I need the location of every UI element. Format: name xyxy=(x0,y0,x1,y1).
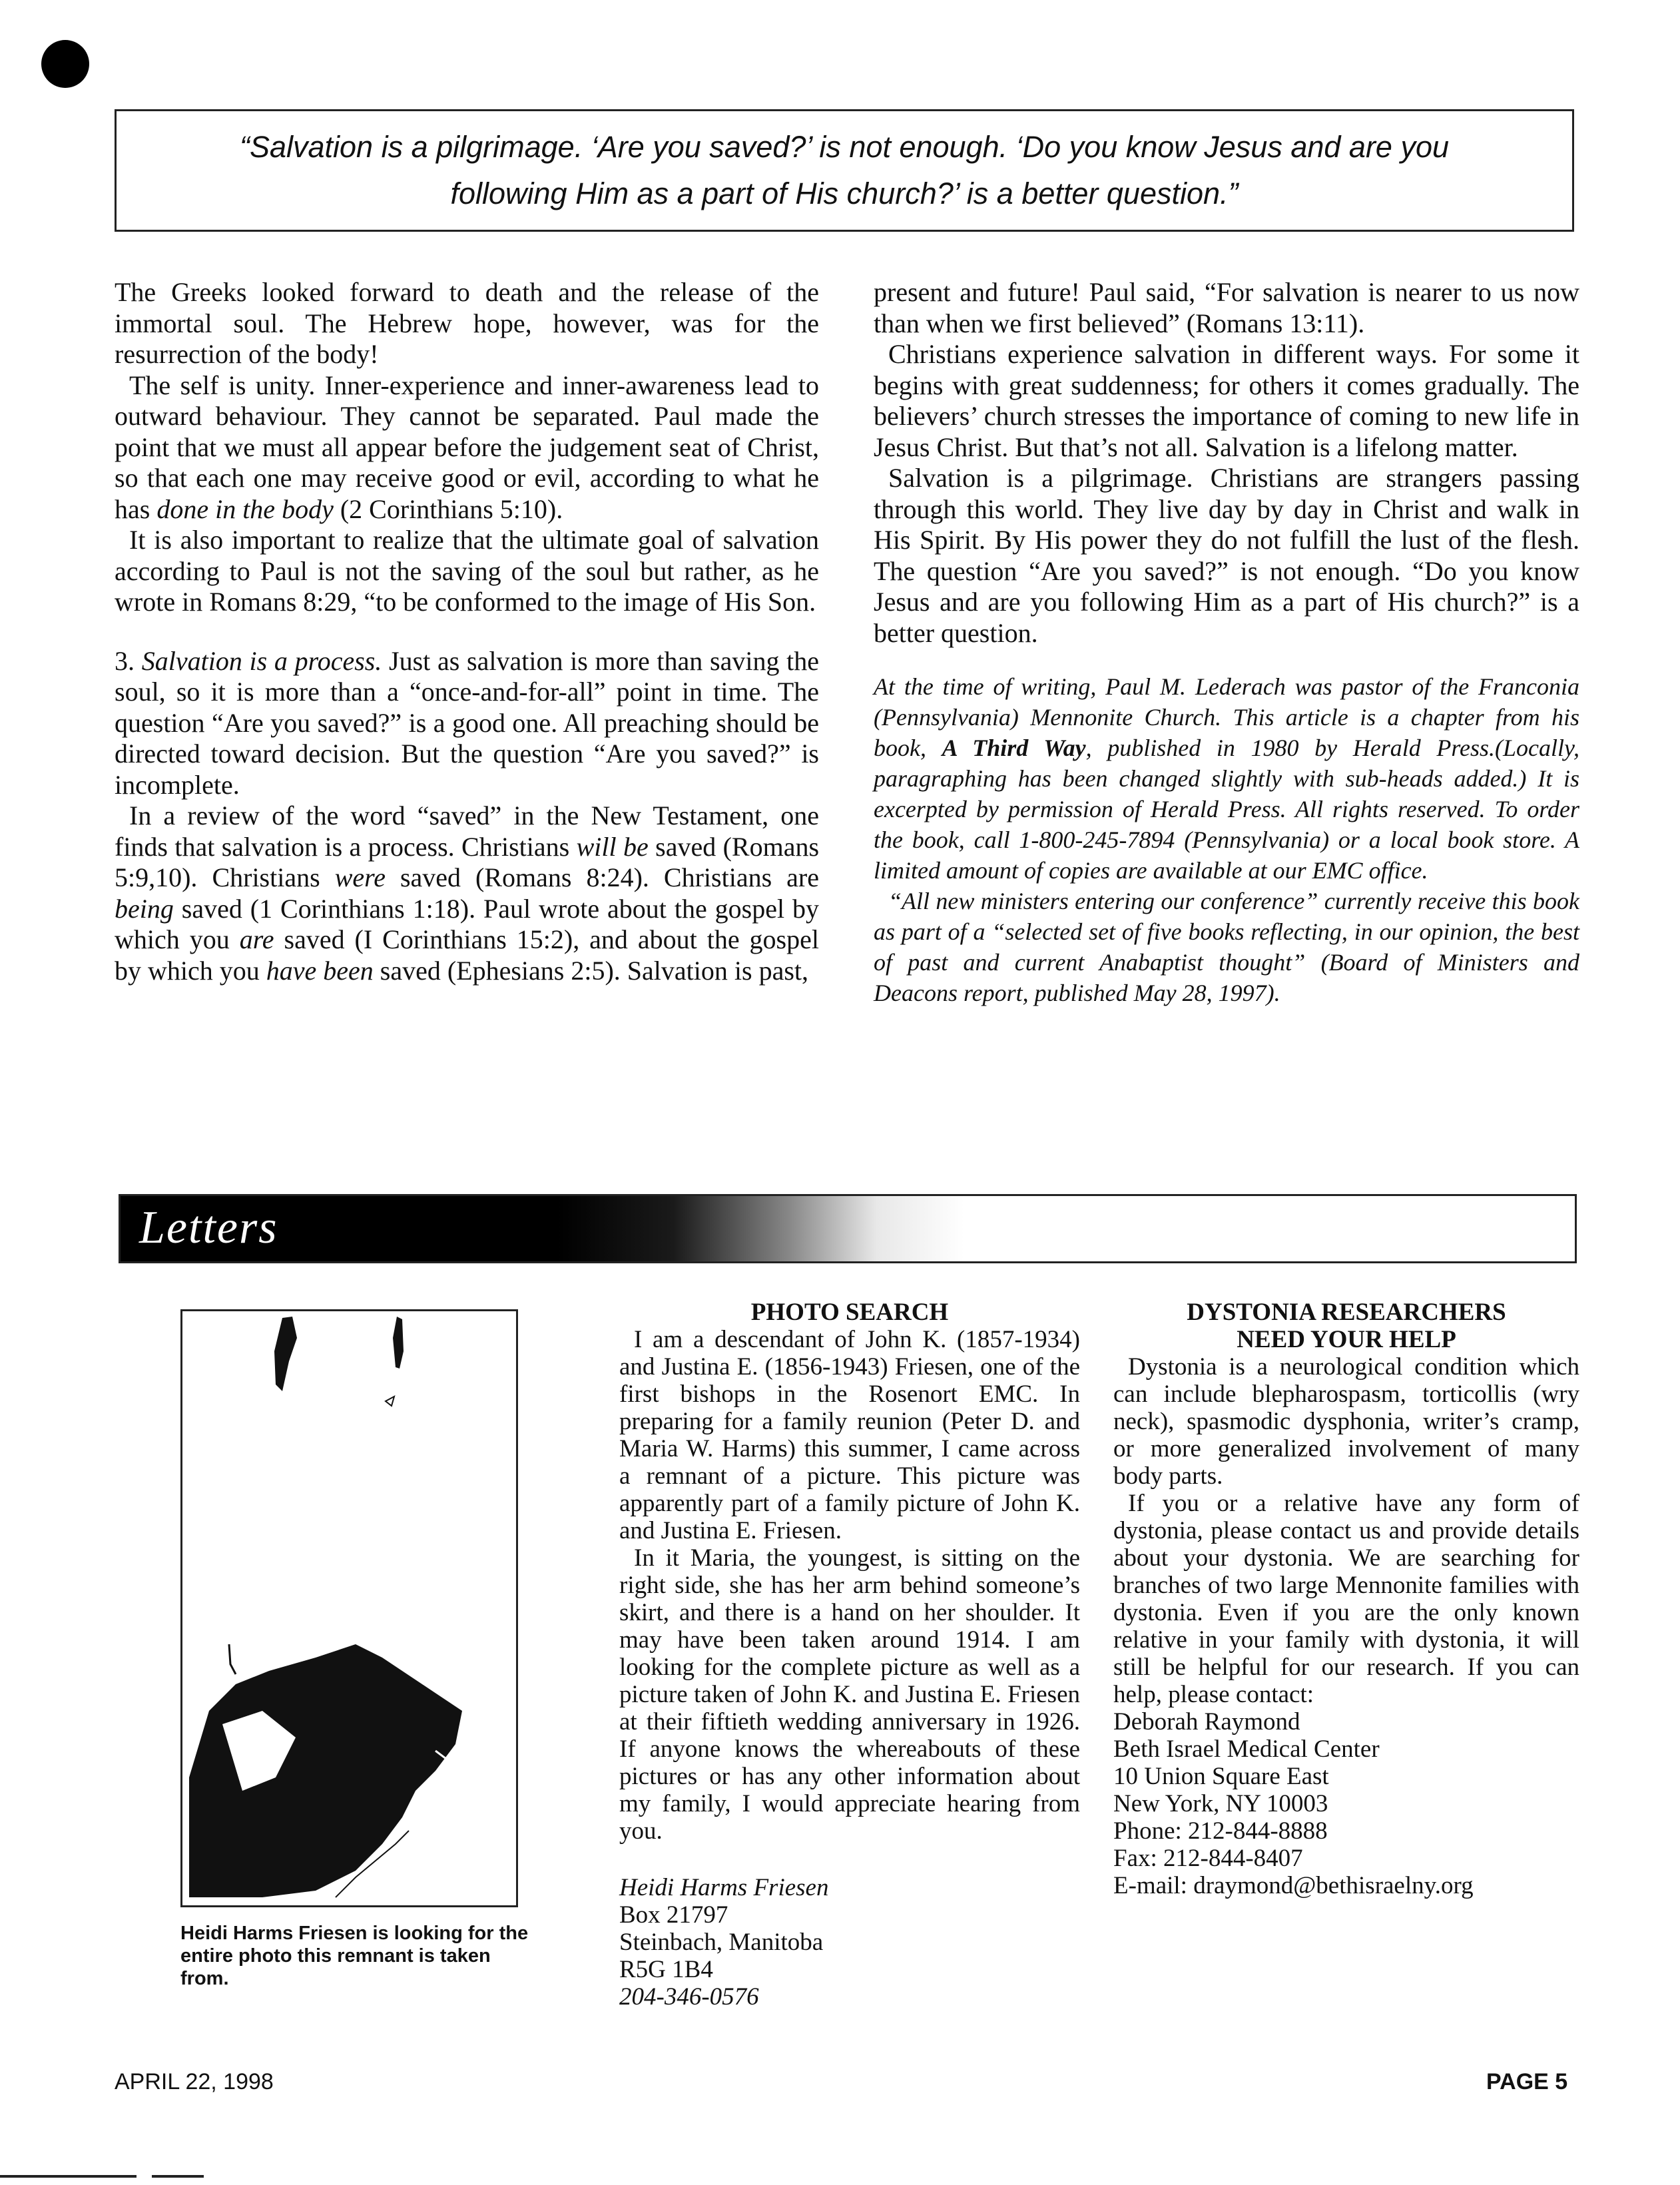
signature-postal: R5G 1B4 xyxy=(619,1956,713,1983)
letter-heading: PHOTO SEARCH xyxy=(750,1299,949,1326)
footer-rule xyxy=(0,2175,137,2178)
contact-block xyxy=(1113,1708,1579,1899)
article-paragraph: present and future! Paul said, “For salvation is nearer to us now than when we first believed” (Romans 13:11). xyxy=(874,277,1579,338)
photo-remnant xyxy=(180,1309,518,1907)
article-column-right xyxy=(874,277,1579,1008)
article-paragraph: It is also important to realize that the ultimate goal of salvation according to Paul is not the saving of the soul but rather, as he wrote in Romans 8:29, “to be conformed to the image of His Son. xyxy=(115,525,819,617)
letter-paragraph: I am a descendant of John K. (1857-1934) and Justina E. (1856-1943) Friesen, one of the first bishops in the Rosenort EMC. In preparing for a family reunion (Peter D. and Maria W. Harms) this summer, I came across a remnant of a picture. This picture was apparently part of a family picture of John K. and Justina E. Friesen. xyxy=(619,1326,1080,1544)
book-title: A Third Way xyxy=(942,735,1086,761)
contact-street: 10 Union Square East xyxy=(1113,1763,1329,1790)
article-subhead-paragraph: 3. Salvation is a process. Just as salvation is more than saving the soul, so it is more than a “once-and-for-all” point in time. The question “Are you saved?” is a good one. All preaching should be directed toward decision. But the question “Are you saved?” is incomplete. xyxy=(115,645,820,800)
article-column-left xyxy=(115,277,819,986)
signature-name: Heidi Harms Friesen xyxy=(619,1874,829,1901)
letter-heading: NEED YOUR HELP xyxy=(1237,1326,1456,1353)
article-paragraph: The self is unity. Inner-experience and inner-awareness lead to outward behaviour. They cannot be separated. Paul made the point that we must all appear before the judgement seat of Christ, so that each one may receive good or evil, according to what he has done in the body (2 Corinthians 5:10). xyxy=(115,370,819,524)
letter-paragraph: If you or a relative have any form of dystonia, please contact us and provide details about your dystonia. We are searching for branches of two large Mennonite families with dystonia. Even if you are the only known relative in your family with dystonia, it will still be helpful for our research. If you can help, please contact: xyxy=(1113,1490,1579,1708)
letter-dystonia xyxy=(1113,1299,1579,1899)
letter-heading: DYSTONIA RESEARCHERS xyxy=(1187,1299,1506,1326)
author-note-paragraph: At the time of writing, Paul M. Lederach was pastor of the Franconia (Pennsylvania) Mennonite Church. This article is a chapter from his book, A Third Way, published in 1980 by Herald Press.(Locally, paragraphing has been changed slightly with sub-heads added.) It is excerpted by permission of Herald Press. All rights reserved. To order the book, call 1-800-245-7894 (Pennsylvania) or a local book store. A limited amount of copies are available at our EMC office. xyxy=(874,673,1580,884)
letters-section-banner xyxy=(119,1194,1577,1263)
contact-city: New York, NY 10003 xyxy=(1113,1790,1328,1817)
signature-city: Steinbach, Manitoba xyxy=(619,1929,824,1956)
footer-page-number: PAGE 5 xyxy=(1486,2069,1568,2094)
footer-rule xyxy=(152,2175,204,2178)
pull-quote-text: “Salvation is a pilgrimage. ‘Are you saved?’ is not enough. ‘Do you know Jesus and are you following Him as a part of His church?’ is a better question.” xyxy=(239,130,1450,210)
article-paragraph: Christians experience salvation in different ways. For some it begins with great suddenness; for others it comes gradually. The believers’ church stresses the importance of coming to new life in Jesus Christ. But that’s not all. Salvation is a lifelong matter. xyxy=(874,339,1579,462)
letter-photo-search xyxy=(619,1299,1080,2011)
letter-signature xyxy=(619,1874,1080,2011)
photo-remnant-image xyxy=(182,1311,516,1905)
pull-quote-box xyxy=(115,109,1574,232)
contact-name: Deborah Raymond xyxy=(1113,1708,1300,1735)
contact-fax: Fax: 212-844-8407 xyxy=(1113,1845,1303,1872)
author-note-paragraph: “All new ministers entering our conference” currently receive this book as part of a “selected set of five books reflecting, in our opinion, the best of past and current Anabaptist thought” (Board of Ministers and Deacons report, published May 28, 1997). xyxy=(874,888,1579,1006)
signature-box: Box 21797 xyxy=(619,1901,728,1929)
punch-hole-dot xyxy=(41,40,89,88)
signature-phone: 204-346-0576 xyxy=(619,1983,759,2011)
article-paragraph: In a review of the word “saved” in the New Testament, one finds that salvation is a process. Christians will be saved (Romans 5:9,10). Christians were saved (Romans 8:24). Christians are being saved (1 Corinthians 1:18). Paul wrote about the gospel by which you are saved (I Corinthians 15:2), and about the gospel by which you have been saved (Ephesians 2:5). Salvation is past, xyxy=(115,800,820,986)
letters-section-title: Letters xyxy=(139,1202,278,1253)
letter-paragraph: In it Maria, the youngest, is sitting on the right side, she has her arm behind someone’s skirt, and there is a hand on her shoulder. It may have been taken around 1914. I am looking for the complete picture as well as a picture taken of John K. and Justina E. Friesen at their fiftieth wedding anniversary in 1926. If anyone knows the whereabouts of these pictures or has any other information about my family, I would appreciate hearing from you. xyxy=(619,1544,1080,1845)
contact-org: Beth Israel Medical Center xyxy=(1113,1735,1380,1763)
article-paragraph: Salvation is a pilgrimage. Christians are strangers passing through this world. They live day by day in Christ and walk in His Spirit. By His power they do not fulfill the lust of the flesh. The question “Are you saved?” is not enough. “Do you know Jesus and are you following Him as a part of His church?” is a better question. xyxy=(874,463,1579,648)
article-paragraph: The Greeks looked forward to death and the release of the immortal soul. The Hebrew hope, however, was for the resurrection of the body! xyxy=(115,277,819,369)
footer-date: APRIL 22, 1998 xyxy=(115,2069,274,2094)
contact-phone: Phone: 212-844-8888 xyxy=(1113,1817,1328,1845)
letter-paragraph: Dystonia is a neurological condition which can include blepharospasm, torticollis (wry neck), spasmodic dysphonia, writer’s cramp, or more generalized involvement of many body parts. xyxy=(1113,1353,1579,1490)
contact-email: E-mail: draymond@bethisraelny.org xyxy=(1113,1872,1474,1899)
photo-caption: Heidi Harms Friesen is looking for the entire photo this remnant is taken from. xyxy=(180,1923,529,1989)
author-note xyxy=(874,671,1579,1008)
